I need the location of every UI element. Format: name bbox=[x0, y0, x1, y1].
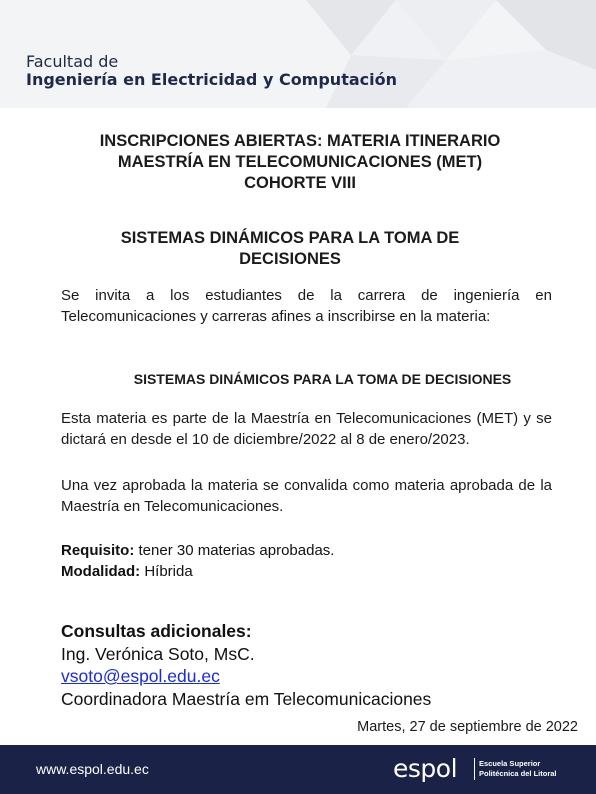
faculty-name-line2: Ingeniería en Electricidad y Computación bbox=[26, 70, 397, 89]
logo-divider bbox=[474, 758, 475, 780]
invite-paragraph: Se invita a los estudiantes de la carrera de ingeniería en Telecomunicaciones y carreras afines a inscribirse en la materia: bbox=[61, 287, 552, 325]
course-name-highlight: SISTEMAS DINÁMICOS PARA LA TOMA DE DECISIONES bbox=[133, 371, 512, 387]
contact-heading: Consultas adicionales: bbox=[61, 621, 252, 641]
contact-role: Coordinadora Maestría em Telecomunicaciones bbox=[61, 688, 432, 709]
tagline-line1: Escuela Superior bbox=[479, 759, 541, 768]
requirement-line bbox=[61, 540, 334, 561]
footer-website[interactable]: www.espol.edu.ec bbox=[36, 761, 149, 777]
header-banner bbox=[0, 0, 596, 108]
contact-name: Ing. Verónica Soto, MsC. bbox=[61, 643, 255, 664]
espol-logo: espol bbox=[393, 754, 458, 783]
footer-bar bbox=[0, 745, 596, 794]
modality-label: Modalidad: bbox=[61, 563, 141, 580]
publication-date: Martes, 27 de septiembre de 2022 bbox=[357, 719, 578, 735]
geometric-pattern-icon bbox=[266, 0, 596, 108]
course-title-line2: DECISIONES bbox=[239, 250, 341, 268]
faculty-name-line1: Facultad de bbox=[26, 52, 119, 71]
contact-email-link[interactable]: vsoto@espol.edu.ec bbox=[61, 666, 220, 686]
convalidation-paragraph: Una vez aprobada la materia se convalida como materia aprobada de la Maestría en Telecomunicaciones. bbox=[61, 477, 552, 515]
requirement-value: tener 30 materias aprobadas. bbox=[134, 542, 335, 559]
title-line3: COHORTE VIII bbox=[244, 174, 356, 192]
tagline-line2: Politécnica del Litoral bbox=[479, 768, 557, 778]
contact-section bbox=[61, 620, 431, 710]
course-title-line1: SISTEMAS DINÁMICOS PARA LA TOMA DE bbox=[120, 229, 460, 247]
requirement-label: Requisito: bbox=[61, 542, 135, 559]
announcement-title bbox=[40, 131, 560, 194]
institution-tagline bbox=[479, 759, 557, 778]
title-line2: MAESTRÍA EN TELECOMUNICACIONES (MET) bbox=[117, 153, 483, 171]
modality-value: Híbrida bbox=[140, 563, 193, 580]
course-title bbox=[60, 228, 520, 270]
schedule-paragraph: Esta materia es parte de la Maestría en Telecomunicaciones (MET) y se dictará en desde el 10 de diciembre/2022 al 8 de enero/2023. bbox=[61, 410, 552, 448]
modality-line bbox=[61, 561, 193, 582]
title-line1: INSCRIPCIONES ABIERTAS: MATERIA ITINERARIO bbox=[99, 132, 501, 150]
